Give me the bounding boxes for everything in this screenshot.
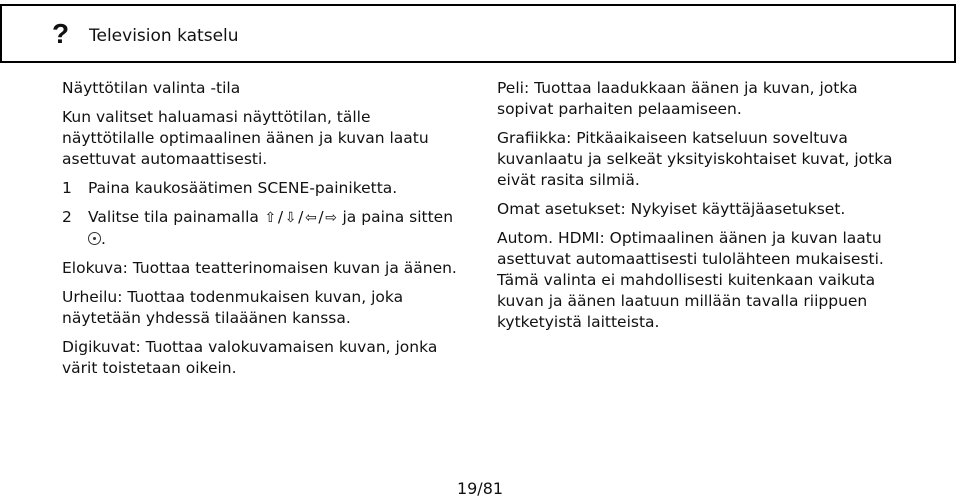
header-box <box>0 4 956 63</box>
mode-urheilu: Urheilu: Tuottaa todenmukaisen kuvan, joka näytetään yhdessä tilaäänen kanssa. <box>62 288 404 327</box>
step-text: Paina kaukosäätimen SCENE-painiketta. <box>88 179 398 197</box>
step-text-suffix: ja paina sitten <box>342 208 454 226</box>
arrow-separator: / <box>298 208 304 226</box>
step-text <box>88 207 462 250</box>
question-mark-icon: ? <box>52 18 70 49</box>
page-title: Television katselu <box>89 26 239 46</box>
mode-autom-hdmi: Autom. HDMI: Optimaalinen äänen ja kuvan laatu asettuvat automaattisesti tulolähteen mukaisesti. Tämä valinta ei mahdollisesti kuitenkaan vaikuta kuvan ja äänen laatuun millään tavalla riippuen kytketyistä laitteista. <box>497 229 884 331</box>
mode-peli: Peli: Tuottaa laadukkaan äänen ja kuvan, jotka sopivat parhaiten pelaamiseen. <box>497 79 858 118</box>
right-column <box>497 78 917 333</box>
ok-button-icon <box>88 232 101 245</box>
mode-omat-asetukset: Omat asetukset: Nykyiset käyttäjäasetukset. <box>497 200 846 218</box>
down-arrow-icon: ⇩ <box>284 210 297 226</box>
mode-digikuvat: Digikuvat: Tuottaa valokuvamaisen kuvan, jonka värit toistetaan oikein. <box>62 338 438 377</box>
right-arrow-icon: ⇨ <box>325 210 337 226</box>
intro-paragraph: Kun valitset haluamasi näyttötilan, tälle näyttötilalle optimaalinen äänen ja kuvan laatu asettuvat automaattisesti. <box>62 108 429 168</box>
mode-grafiikka: Grafiikka: Pitkäaikaiseen katseluun soveltuva kuvanlaatu ja selkeät yksityiskohtaiset kuvat, jotka eivät rasita silmiä. <box>497 129 893 189</box>
step-number: 2 <box>62 208 72 226</box>
step-text-end: . <box>101 230 106 248</box>
arrow-separator: / <box>318 208 324 226</box>
mode-elokuva: Elokuva: Tuottaa teatterinomaisen kuvan ja äänen. <box>62 259 457 277</box>
step-1 <box>62 178 462 199</box>
left-arrow-icon: ⇦ <box>304 210 317 226</box>
page-number: 19/81 <box>456 479 504 498</box>
step-2 <box>62 207 462 250</box>
arrow-separator: / <box>277 208 284 226</box>
step-number: 1 <box>62 179 72 197</box>
up-arrow-icon: ⇧ <box>264 210 277 226</box>
section-heading: Näyttötilan valinta -tila <box>62 79 241 97</box>
left-column <box>62 78 462 379</box>
step-text-prefix: Valitse tila painamalla <box>88 208 259 226</box>
